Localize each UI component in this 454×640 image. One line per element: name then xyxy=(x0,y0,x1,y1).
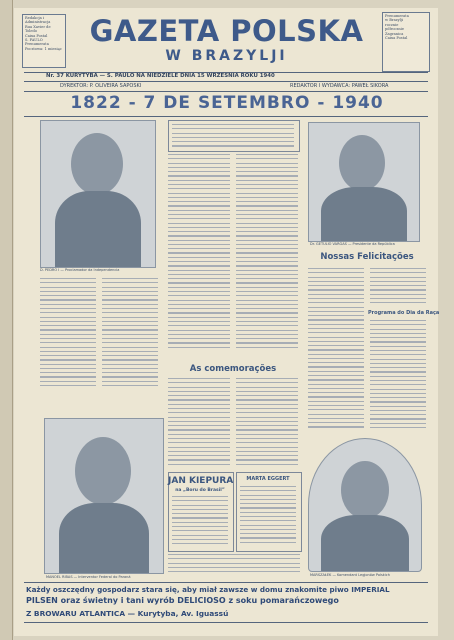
left-box-line: Pocztowa: 1 miesiąc xyxy=(25,46,62,51)
right-box-line: Zagranica xyxy=(385,31,404,36)
caption-vargas: Dr. GETULIO VARGAS — Presidente da República xyxy=(310,242,395,246)
director-left: DYREKTOR: P. OLIVEIRA SAPOSKI xyxy=(60,83,142,89)
right-box-line: Prenumerata xyxy=(385,14,409,18)
marta-text xyxy=(240,486,296,548)
caption-bottom-left: MANOEL RIBAS — Interventor Federal do Paraná xyxy=(46,575,131,579)
masthead-right-box xyxy=(382,12,430,72)
right-box-line: Caixa Postal xyxy=(385,36,408,41)
center-intro-text xyxy=(172,124,294,148)
heading-marta: MARTA EGGERT xyxy=(246,476,290,482)
text-column xyxy=(168,378,230,470)
heading-comemoracoes: As comemorações xyxy=(189,364,277,374)
text-column xyxy=(102,278,158,396)
banner-rule xyxy=(24,116,428,117)
portrait-pedro-image xyxy=(40,120,156,268)
ad-line-2: PILSEN oraz świetny i tani wyrób DELICIOSO z soku pomarańczowego xyxy=(26,596,339,605)
portrait-vargas-image xyxy=(308,122,420,242)
adjacent-page-edge xyxy=(0,0,13,640)
text-column xyxy=(236,154,298,360)
ad-rule xyxy=(24,622,428,623)
masthead-rule xyxy=(24,81,428,82)
left-box-line: Caixa Postal xyxy=(25,33,48,38)
text-column xyxy=(40,278,96,396)
ad-line-1: Każdy oszczędny gospodarz stara się, aby miał zawsze w domu znakomite piwo IMPERIAL xyxy=(26,585,390,594)
date-banner: 1822 - 7 DE SETEMBRO - 1940 xyxy=(70,93,384,113)
bottom-center-text xyxy=(168,554,300,574)
newspaper-subtitle: W BRAZYLJI xyxy=(165,48,288,64)
issue-line: Nr. 37 KURYTYBA — S. PAULO NA NIEDZIELE DNIA 15 WRZEŚNIA ROKU 1940 xyxy=(46,73,275,79)
masthead-left-box xyxy=(22,14,66,68)
newspaper-title: GAZETA POLSKA xyxy=(89,14,364,48)
caption-pedro: D. PEDRO I — Proclamador da Independencia xyxy=(40,268,120,272)
right-box-line: w Brazylji xyxy=(385,18,404,23)
text-column xyxy=(370,320,426,436)
ad-line-3: Z BROWARU ATLANTICA — Kurytyba, Av. Iguassú xyxy=(26,609,229,618)
heading-programa: Programa do Dia da Raça xyxy=(368,310,440,316)
left-box-line: Redakcja i Administracja xyxy=(25,16,51,25)
caption-bottom-right: MARSZAŁEK — Komendant Legjonów Polskich xyxy=(310,573,390,577)
text-column xyxy=(236,378,298,470)
text-column xyxy=(370,268,426,308)
masthead-rule xyxy=(24,91,428,92)
heading-nossas-felicitacoes: Nossas Felicitações xyxy=(320,252,414,262)
left-box-line: S. PAULO xyxy=(25,38,43,43)
kiepura-text xyxy=(172,496,228,548)
text-column xyxy=(308,268,364,436)
left-box-line: Rua Xavier de Toledo xyxy=(25,24,51,34)
director-right: REDAKTOR I WYDAWCA: PAWEŁ SIKORA xyxy=(290,83,389,89)
heading-kiepura: JAN KIEPURA xyxy=(168,476,234,486)
ad-rule xyxy=(24,582,428,583)
right-box-line: rocznie xyxy=(385,22,399,27)
portrait-bottom-left-image xyxy=(44,418,164,574)
text-column xyxy=(168,154,230,360)
subheading-kiepura: na „Boru do Brasil” xyxy=(175,488,225,493)
right-box-line: półrocznie xyxy=(385,27,405,32)
portrait-bottom-right-image xyxy=(308,438,422,572)
left-box-line: Prenumerata xyxy=(25,42,49,47)
